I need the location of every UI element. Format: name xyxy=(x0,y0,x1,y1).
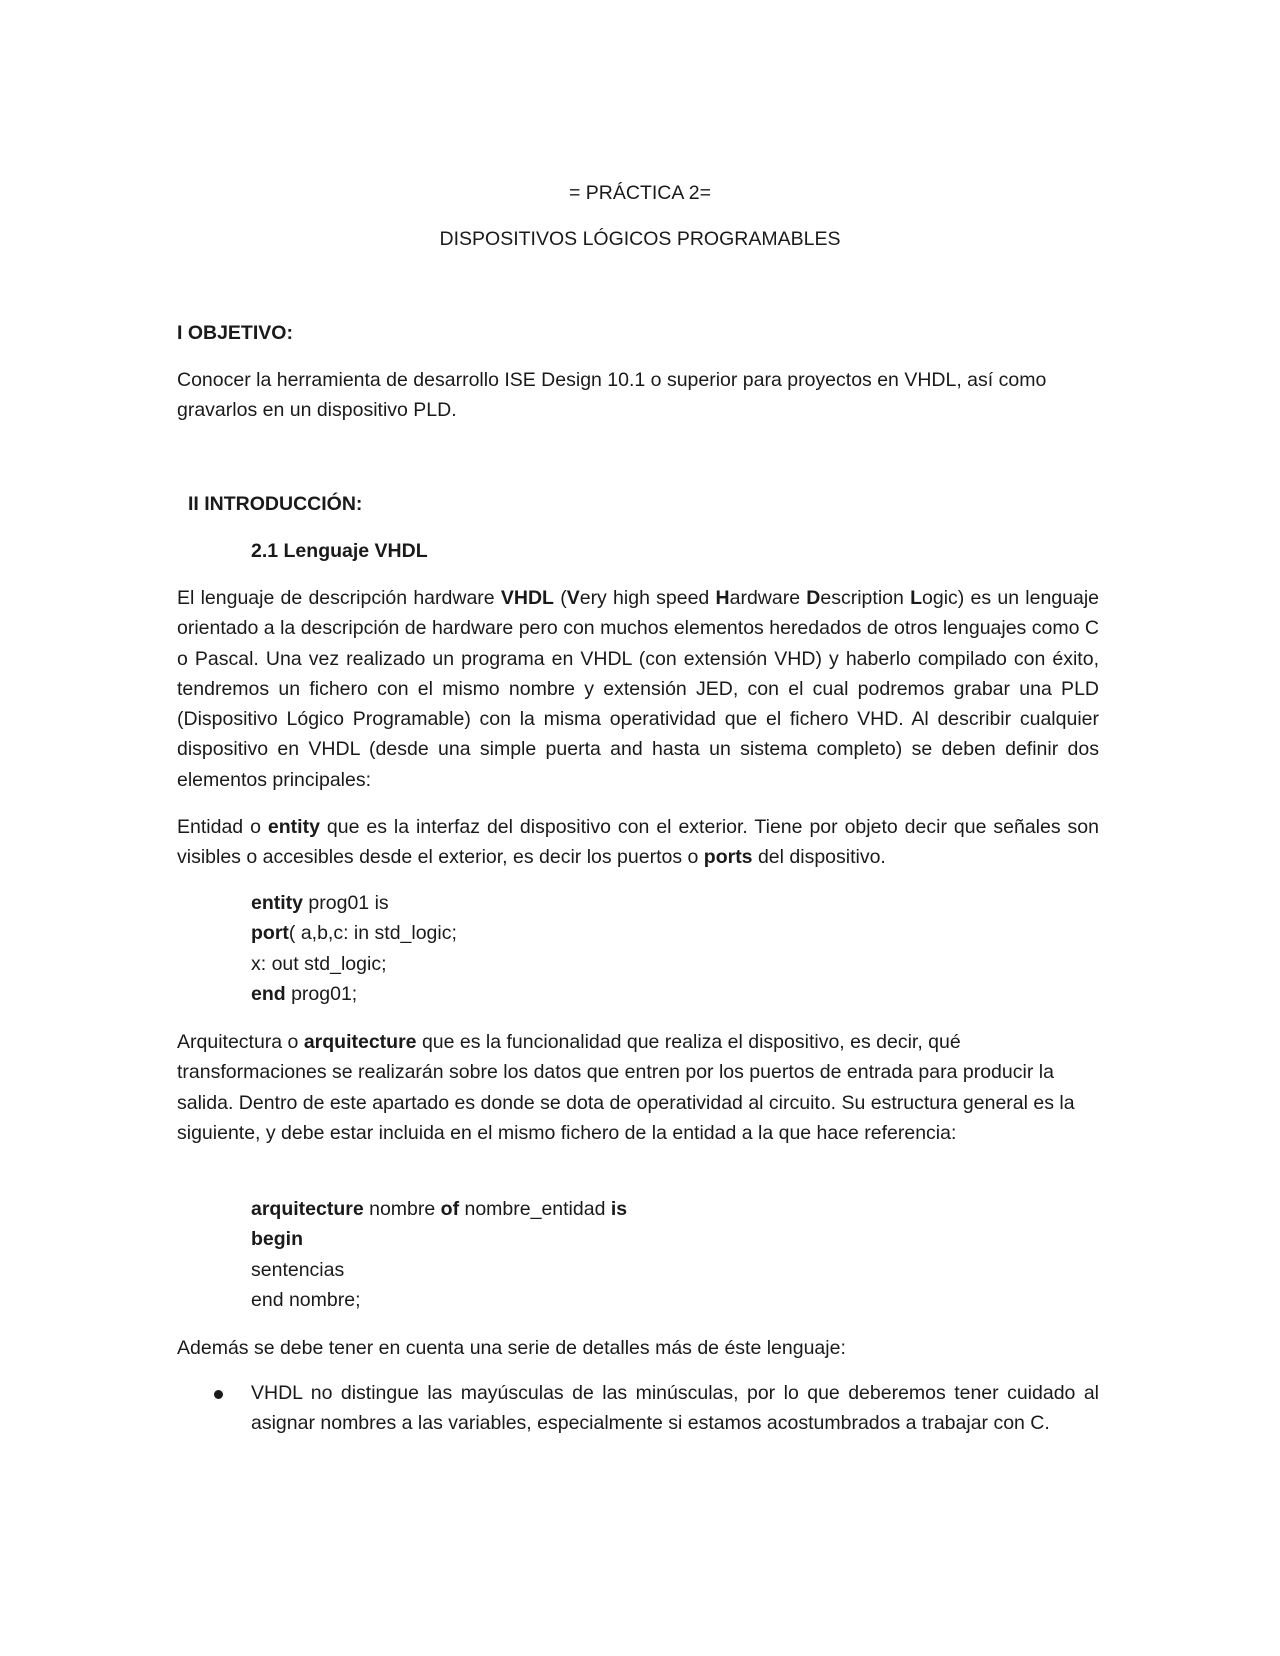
code-line: x: out std_logic; xyxy=(251,952,387,975)
objective-text: Conocer la herramienta de desarrollo ISE Design 10.1 o superior para proyectos en VHDL, así como gravarlos en un dispositivo PLD. xyxy=(177,369,1047,422)
code-line: sentencias xyxy=(251,1258,345,1281)
vhdl-paragraph: El lenguaje de descripción hardware VHDL (Very high speed Hardware Description Logic) es un lenguaje orientado a la descripción de hardware pero con muchos elementos heredados de otros lenguajes como C o Pascal. Una vez realizado un programa en VHDL (con extensión VHD) y haberlo compilado con éxito, tendremos un fichero con el mismo nombre y extensión JED, con el cual podremos grabar una PLD (Dispositivo Lógico Programable) con la misma operatividad que el fichero VHD. Al describir cualquier dispositivo en VHDL (desde una simple puerta and hasta un sistema completo) se deben definir dos elementos principales: xyxy=(177,587,1100,791)
architecture-code-block xyxy=(251,1194,627,1315)
code-line: entity prog01 is xyxy=(251,892,389,914)
architecture-paragraph: Arquitectura o arquitecture que es la funcionalidad que realiza el dispositivo, es decir, qué transformaciones se realizarán sobre los datos que entren por los puertos de entrada para producir la salida. Dentro de este apartado es donde se dota de operatividad al circuito. Su estructura general es la siguiente, y debe estar incluida en el mismo fichero de la entidad a la que hace referencia: xyxy=(177,1031,1075,1144)
entity-paragraph: Entidad o entity que es la interfaz del dispositivo con el exterior. Tiene por objeto decir que señales son visibles o accesibles desde el exterior, es decir los puertos o ports del dispositivo. xyxy=(177,816,1099,869)
code-line: end prog01; xyxy=(251,982,358,1005)
details-intro: Además se debe tener en cuenta una serie de detalles más de éste lenguaje: xyxy=(177,1337,846,1359)
code-line: end nombre; xyxy=(251,1288,361,1311)
entity-code-block xyxy=(251,888,457,1009)
document-subtitle: DISPOSITIVOS LÓGICOS PROGRAMABLES xyxy=(439,228,841,250)
code-line: begin xyxy=(251,1228,303,1251)
bullet-item: VHDL no distingue las mayúsculas de las minúsculas, por lo que deberemos tener cuidado al asignar nombres a las variables, especialmente si estamos acostumbrados a trabajar con C. xyxy=(251,1382,1099,1435)
code-line: arquitecture nombre of nombre_entidad is xyxy=(251,1198,628,1220)
code-line: port( a,b,c: in std_logic; xyxy=(251,922,457,945)
bullet-icon xyxy=(214,1390,223,1399)
vhdl-subheading: 2.1 Lenguaje VHDL xyxy=(251,540,428,562)
practice-title: = PRÁCTICA 2= xyxy=(569,182,711,204)
objective-heading: I OBJETIVO: xyxy=(177,322,293,344)
introduction-heading: II INTRODUCCIÓN: xyxy=(188,493,363,515)
